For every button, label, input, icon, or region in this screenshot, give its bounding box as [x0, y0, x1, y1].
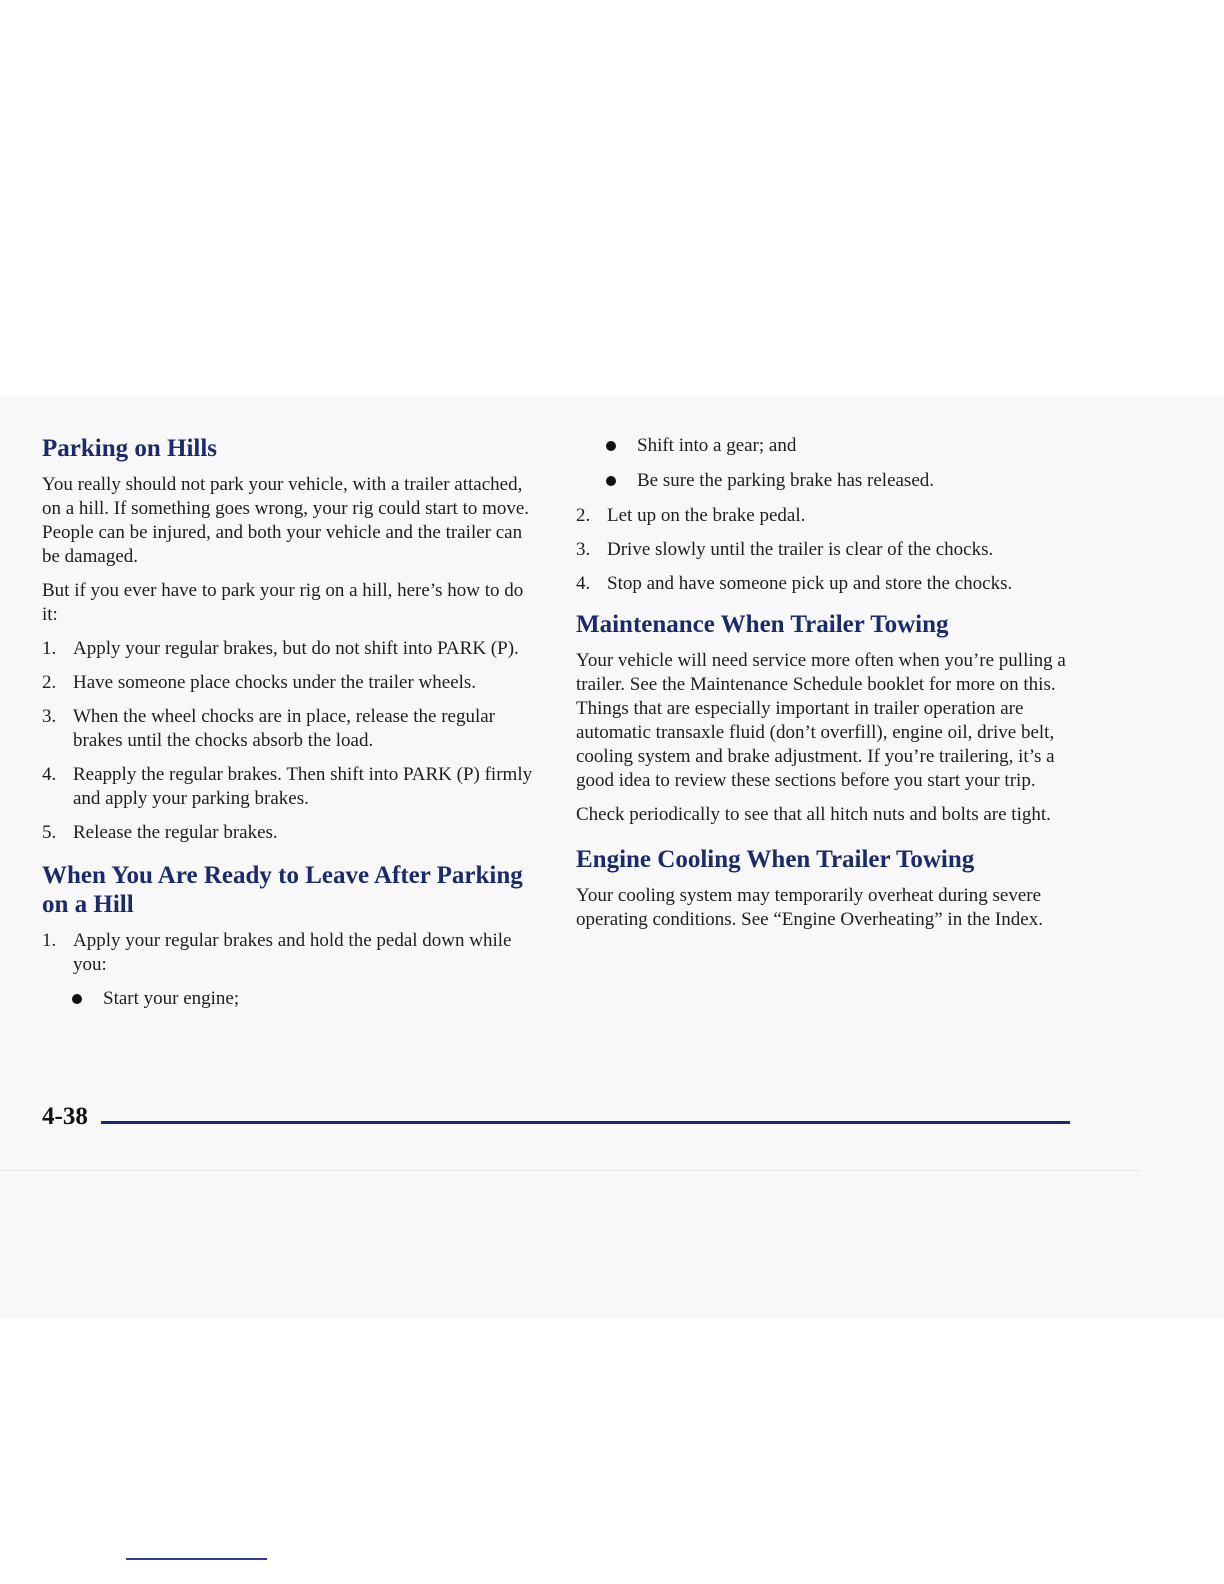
list-item [42, 763, 542, 811]
leave-steps-list [42, 929, 542, 977]
leave-bullets-continued [576, 434, 1076, 493]
page-number: 4-38 [42, 1103, 88, 1130]
parking-steps-list [42, 637, 542, 845]
bullet-item [576, 434, 1076, 458]
right-column [576, 434, 1076, 942]
list-item [42, 671, 542, 695]
paragraph-hitch-check: Check periodically to see that all hitch nuts and bolts are tight. [576, 804, 1051, 825]
bullet-text: Be sure the parking brake has released. [637, 470, 935, 491]
bottom-mark [126, 1558, 267, 1560]
heading-maintenance: Maintenance When Trailer Towing [576, 611, 949, 638]
step-text: When the wheel chocks are in place, release the regular brakes until the chocks absorb the load. [73, 706, 495, 751]
step-text: Let up on the brake pedal. [607, 505, 806, 526]
step-text: Reapply the regular brakes. Then shift into PARK (P) firmly and apply your parking brakes. [73, 764, 533, 809]
paragraph-parking-intro: But if you ever have to park your rig on a hill, here’s how to do it: [42, 580, 524, 625]
paragraph-engine-cooling: Your cooling system may temporarily overheat during severe operating conditions. See “Engine Overheating” in the Index. [576, 885, 1043, 930]
step-number: 2. [42, 672, 57, 693]
list-item [42, 637, 542, 661]
bullet-icon [72, 994, 82, 1004]
step-number: 2. [576, 505, 591, 526]
heading-leave-after-parking: When You Are Ready to Leave After Parking on a Hill [42, 862, 523, 918]
list-item [576, 572, 1076, 596]
step-number: 4. [42, 764, 57, 785]
step-number: 1. [42, 638, 57, 659]
step-number: 3. [576, 539, 591, 560]
leave-steps-continued [576, 504, 1076, 596]
step-text: Drive slowly until the trailer is clear of the chocks. [607, 539, 994, 560]
leave-bullets-list [42, 987, 542, 1011]
faint-divider [0, 1170, 1140, 1171]
paragraph-parking-warning: You really should not park your vehicle, with a trailer attached, on a hill. If something goes wrong, your rig could start to move. People can be injured, and both your vehicle and the trailer can be damaged. [42, 474, 530, 567]
step-number: 1. [42, 930, 57, 951]
list-item [576, 538, 1076, 562]
heading-engine-cooling: Engine Cooling When Trailer Towing [576, 846, 975, 873]
list-item [42, 929, 542, 977]
step-number: 5. [42, 822, 57, 843]
bullet-icon [606, 476, 616, 486]
step-number: 3. [42, 706, 57, 727]
list-item [42, 821, 542, 845]
bullet-item [42, 987, 542, 1011]
step-text: Have someone place chocks under the trailer wheels. [73, 672, 477, 693]
bullet-item [576, 469, 1076, 493]
paragraph-maintenance: Your vehicle will need service more often when you’re pulling a trailer. See the Maintenance Schedule booklet for more on this. Things that are especially important in trailer operation are automatic transaxle fluid (don’t overfill), engine oil, drive belt, cooling system and brake adjustment. If you’re trailering, it’s a good idea to review these sections before you start your trip. [576, 650, 1066, 791]
step-text: Stop and have someone pick up and store the chocks. [607, 573, 1013, 594]
bullet-text: Start your engine; [103, 988, 240, 1009]
step-number: 4. [576, 573, 591, 594]
step-text: Release the regular brakes. [73, 822, 278, 843]
footer-rule [101, 1121, 1070, 1124]
left-column [42, 434, 542, 1022]
step-text: Apply your regular brakes and hold the pedal down while you: [73, 930, 512, 975]
list-item [42, 705, 542, 753]
list-item [576, 504, 1076, 528]
heading-parking-on-hills: Parking on Hills [42, 435, 218, 462]
bullet-icon [606, 441, 616, 451]
step-text: Apply your regular brakes, but do not shift into PARK (P). [73, 638, 519, 659]
bullet-text: Shift into a gear; and [637, 435, 797, 456]
